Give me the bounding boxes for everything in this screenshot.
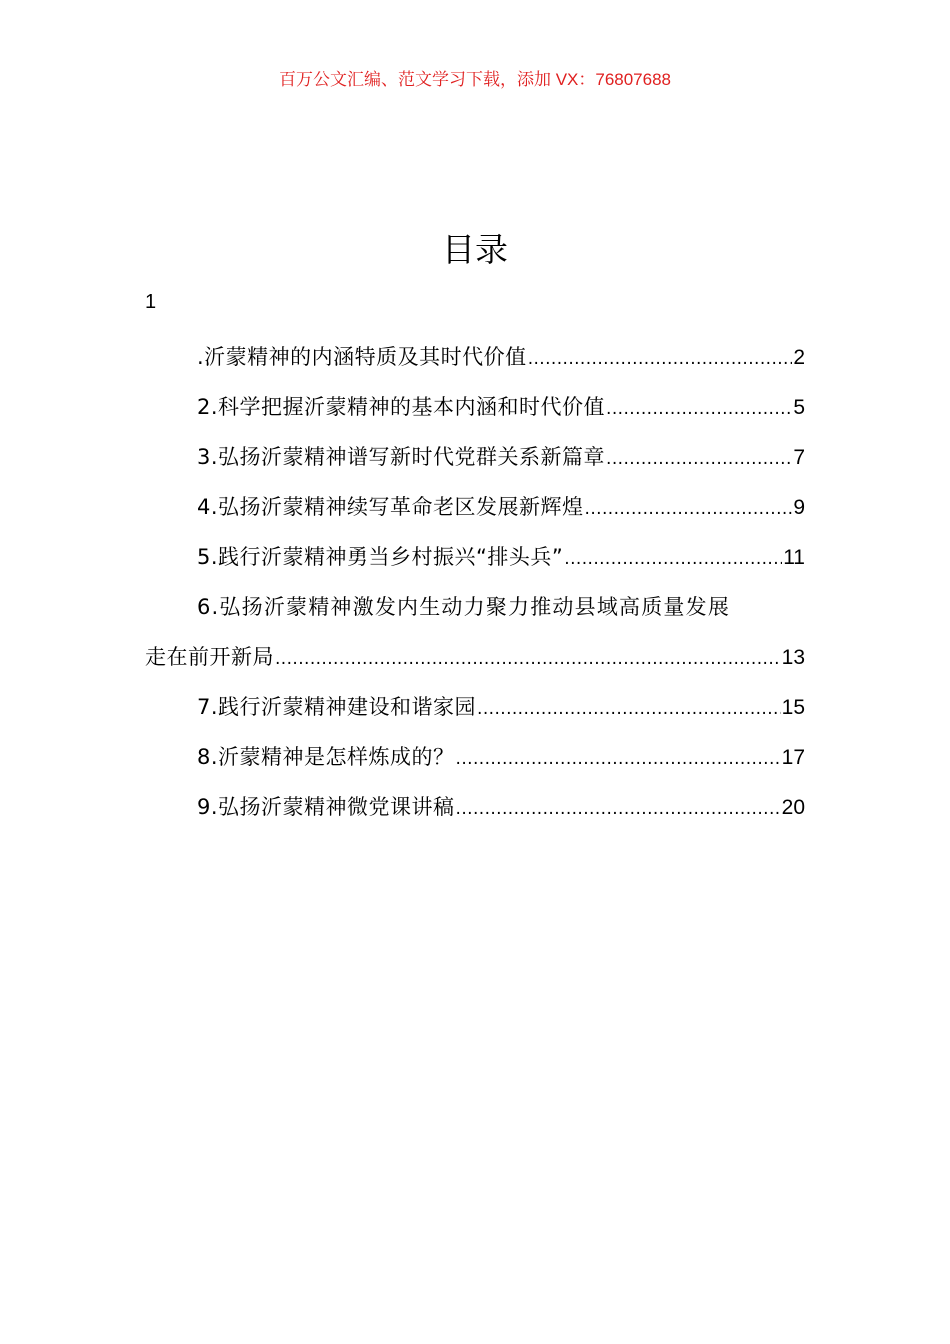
toc-leader-dots — [606, 384, 792, 434]
page-title: 目录 — [442, 230, 508, 269]
toc-entry-page: 20 — [781, 796, 805, 819]
toc-entry-2[interactable] — [145, 382, 805, 432]
toc-entry-3[interactable] — [145, 432, 805, 482]
toc-entry-page: 17 — [781, 746, 805, 769]
toc-entry-label: 6.弘扬沂蒙精神激发内生动力聚力推动县域高质量发展 — [197, 595, 731, 619]
toc-leader-dots — [477, 684, 781, 734]
toc-entry-page: 2 — [793, 346, 805, 369]
toc-leader-dots — [585, 484, 793, 534]
toc-entry-page: 7 — [793, 446, 805, 469]
toc-entry-label: 9.弘扬沂蒙精神微党课讲稿 — [197, 795, 455, 819]
toc-leader-dots — [456, 784, 781, 834]
toc-entry-1[interactable] — [145, 332, 805, 382]
toc-entry-page: 13 — [781, 646, 805, 669]
toc-entry-page: 5 — [793, 396, 805, 419]
stray-number: 1 — [145, 291, 157, 313]
toc-entry-5[interactable] — [145, 532, 805, 582]
toc-leader-dots — [528, 334, 793, 384]
toc-leader-dots — [564, 534, 782, 584]
table-of-contents — [145, 332, 805, 832]
toc-entry-label: 走在前开新局 — [145, 645, 274, 669]
toc-leader-dots — [456, 734, 781, 784]
toc-entry-4[interactable] — [145, 482, 805, 532]
toc-leader-dots — [606, 434, 792, 484]
toc-entry-9[interactable] — [145, 782, 805, 832]
toc-entry-7[interactable] — [145, 682, 805, 732]
toc-entry-8[interactable] — [145, 732, 805, 782]
toc-entry-label: 8.沂蒙精神是怎样炼成的？ — [197, 745, 455, 769]
toc-entry-label: 3.弘扬沂蒙精神谱写新时代党群关系新篇章 — [197, 445, 606, 469]
toc-entry-label: 5.践行沂蒙精神勇当乡村振兴“排头兵” — [197, 545, 564, 569]
toc-entry-page: 11 — [783, 546, 805, 569]
toc-entry-label: 2.科学把握沂蒙精神的基本内涵和时代价值 — [197, 395, 606, 419]
toc-entry-label: 4.弘扬沂蒙精神续写革命老区发展新辉煌 — [197, 495, 584, 519]
toc-entry-6-line2[interactable] — [145, 632, 805, 682]
header-note: 百万公文汇编、范文学习下载，添加 VX：76807688 — [278, 70, 672, 89]
toc-entry-label: .沂蒙精神的内涵特质及其时代价值 — [197, 345, 527, 369]
toc-entry-page: 9 — [793, 496, 805, 519]
toc-entry-label: 7.践行沂蒙精神建设和谐家园 — [197, 695, 477, 719]
toc-entry-6-line1[interactable] — [145, 582, 805, 632]
toc-leader-dots — [275, 634, 781, 684]
toc-entry-page: 15 — [781, 696, 805, 719]
